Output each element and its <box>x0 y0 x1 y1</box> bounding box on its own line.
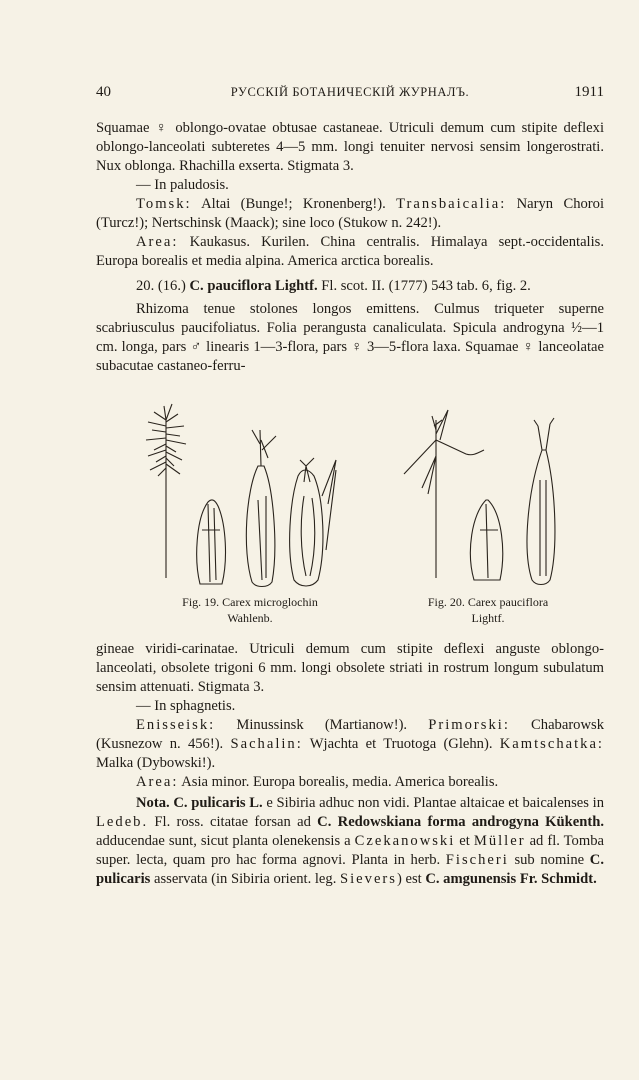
locality-label: Kamtschatka: <box>499 736 604 752</box>
paragraph-habitat: — In sphagnetis. <box>136 698 236 714</box>
locality-label: Enisseisk: <box>136 717 216 733</box>
area-label: Area: <box>136 774 179 790</box>
paragraph-habitat: — In paludosis. <box>136 177 229 193</box>
locality-label: Sachalin: <box>230 736 303 752</box>
paragraph-description-end: Squamae ♀ oblongo-ovatae obtusae castaneae. Utriculi demum cum stipite deflexi oblongo-lanceolati subteretes 4—5 mm. longi tenuiter nervosi sensim longerostrati. Nux oblonga. Rhachilla exserta. Stigmata 3. <box>96 120 604 174</box>
area-label: Area: <box>136 234 179 250</box>
journal-title: РУССКІЙ БОТАНИЧЕСКІЙ ЖУРНАЛЪ. <box>230 85 470 99</box>
figure-20-label: Fig. 20. Carex pauciflora <box>427 595 549 609</box>
paragraph-description-continued: gineae viridi-carinatae. Utriculi demum cum stipite deflexi anguste oblongo-lanceolati, obsolete trigoni 6 mm. longi obsolete striati in rostrum longum subulatum sensim attenuati. Stigmata 3. <box>96 641 604 695</box>
year: 1911 <box>574 84 604 100</box>
text-block-upper <box>96 119 604 376</box>
locality-label: Primorski: <box>428 717 510 733</box>
figure-20-caption <box>398 594 578 626</box>
paragraph-area: Area: Asia minor. Europa borealis, media. America borealis. <box>136 774 499 790</box>
figure-20-author: Lightf. <box>471 611 505 625</box>
species-name: C. pauciflora Lightf. <box>189 278 318 294</box>
figure-19-label: Fig. 19. Carex microglochin <box>182 595 318 609</box>
locality-label: Transbaicalia: <box>396 196 507 212</box>
paragraph-area: Area: Kaukasus. Kurilen. China centralis. Himalaya sept.-occidentalis. Europa borealis et media alpina. America arctica borealis. <box>96 234 604 269</box>
running-header <box>96 84 604 106</box>
locality-label: Tomsk: <box>136 196 192 212</box>
paragraph-nota: Nota. C. pulicaris L. e Sibiria adhuc non vidi. Plantae altaicae et baicalenses in Ledeb. Fl. ross. citatae forsan ad C. Redowskiana forma androgyna Kükenth. adducendae sunt, sicut planta olenekensis a Czekanowski et Müller ad fl. Tomba super. lecta, quam pro hac forma agnovi. Planta in herb. Fischeri sub nomine C. pulicaris asservata (in Sibiria orient. leg. Sievers) est C. amgunensis Fr. Schmidt. <box>96 795 604 887</box>
paragraph-localities: Enisseisk: Minussinsk (Martianow!). Primorski: Chabarowsk (Kusnezow n. 456!). Sachalin: Wjachta et Truotoga (Glehn). Kamtschatka: Malka (Dybowski!). <box>96 717 604 771</box>
paragraph-localities: Tomsk: Altai (Bunge!; Kronenberg!). Transbaicalia: Naryn Choroi (Turcz!); Nertschinsk (Maack); sine loco (Stukow n. 242!). <box>96 196 604 231</box>
figure-19-illustration <box>130 400 350 592</box>
nota-label: Nota. <box>136 795 170 811</box>
figure-19-caption <box>150 594 350 626</box>
species-heading: 20. (16.) C. pauciflora Lightf. Fl. scot. II. (1777) 543 tab. 6, fig. 2. <box>136 278 531 294</box>
paragraph-species-description: Rhizoma tenue stolones longos emittens. Culmus triqueter superne scabriusculus paucifoliatus. Folia perangusta canaliculata. Spicula androgyna ½—1 cm. longa, pars ♂ linearis 1—3-flora, pars ♀ 3—5-flora laxa. Squamae ♀ lanceolatae subacutae castaneo-ferru- <box>96 301 604 374</box>
figure-19-author: Wahlenb. <box>227 611 273 625</box>
figure-20-illustration <box>396 400 574 592</box>
page-number: 40 <box>96 84 111 100</box>
text-block-lower <box>96 640 604 889</box>
